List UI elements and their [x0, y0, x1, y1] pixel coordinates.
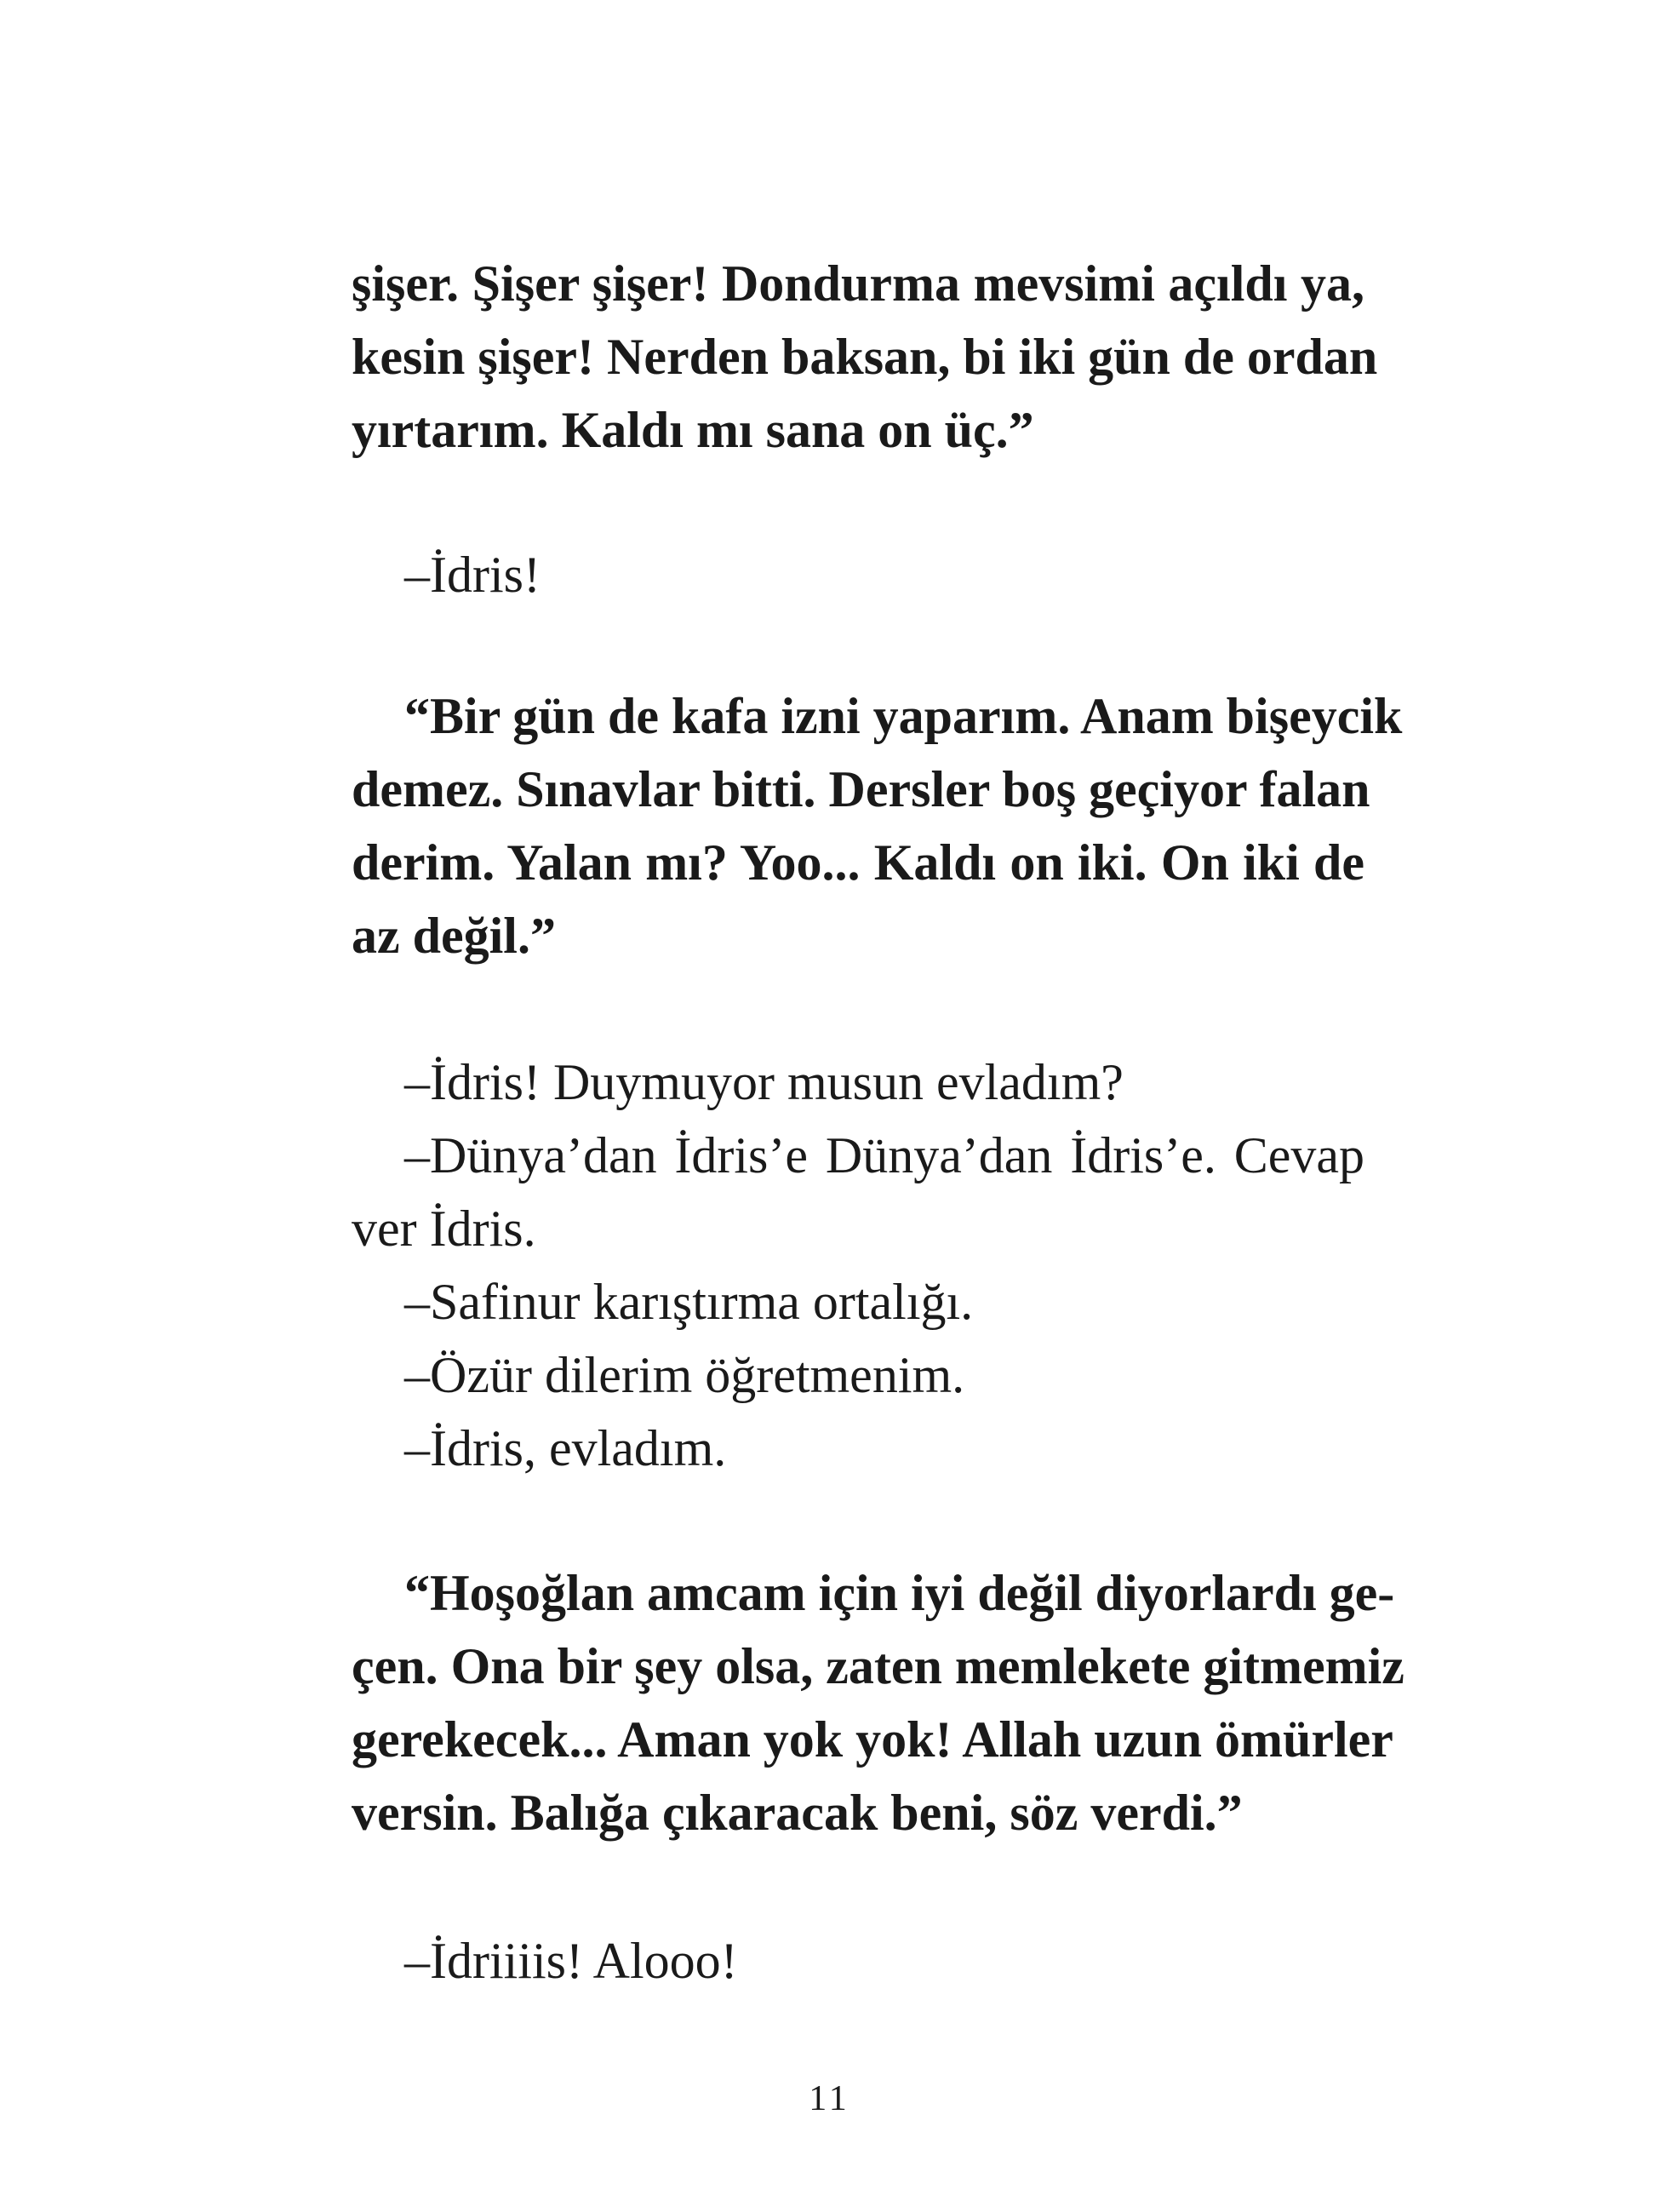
text-line: az değil.”: [352, 908, 556, 964]
text-line: şişer. Şişer şişer! Dondurma mevsimi açıldı ya,: [352, 255, 1364, 312]
paragraph-thought-3: [352, 1556, 1404, 1849]
text-line: –İdriiiis! Alooo!: [404, 1933, 738, 1989]
text-line: –İdris, evladım.: [404, 1420, 727, 1476]
text-line: “Bir gün de kafa izni yaparım. Anam bişeycik: [404, 688, 1403, 744]
text-line: –İdris! Duymuyor musun evladım?: [404, 1054, 1124, 1110]
paragraph-thought-2: [352, 679, 1403, 972]
text-line: –Dünya’dan İdris’e Dünya’dan İdris’e. Cevap: [404, 1127, 1364, 1183]
text-line: kesin şişer! Nerden baksan, bi iki gün de ordan: [352, 329, 1378, 385]
text-line: yırtarım. Kaldı mı sana on üç.”: [352, 402, 1034, 458]
text-line: çen. Ona bir şey olsa, zaten memlekete gitmemiz: [352, 1638, 1404, 1694]
paragraph-dialogue-2: [352, 1046, 1364, 1485]
text-line: demez. Sınavlar bitti. Dersler boş geçiyor falan: [352, 761, 1370, 817]
page-number: 11: [809, 2079, 850, 2118]
text-line: –İdris!: [404, 547, 541, 603]
text-line: “Hoşoğlan amcam için iyi değil diyorlardı ge-: [404, 1565, 1395, 1621]
text-line: –Safinur karıştırma ortalığı.: [404, 1274, 974, 1330]
paragraph-dialogue-1: [352, 538, 1364, 611]
text-line: ver İdris.: [352, 1201, 536, 1257]
paragraph-thought-1: [352, 247, 1378, 467]
text-line: versin. Balığa çıkaracak beni, söz verdi.”: [352, 1785, 1243, 1841]
paragraph-dialogue-3: [352, 1924, 1364, 1997]
text-line: gerekecek... Aman yok yok! Allah uzun ömürler: [352, 1711, 1393, 1768]
text-line: derim. Yalan mı? Yoo... Kaldı on iki. On iki de: [352, 834, 1364, 891]
text-line: –Özür dilerim öğretmenim.: [404, 1347, 965, 1403]
